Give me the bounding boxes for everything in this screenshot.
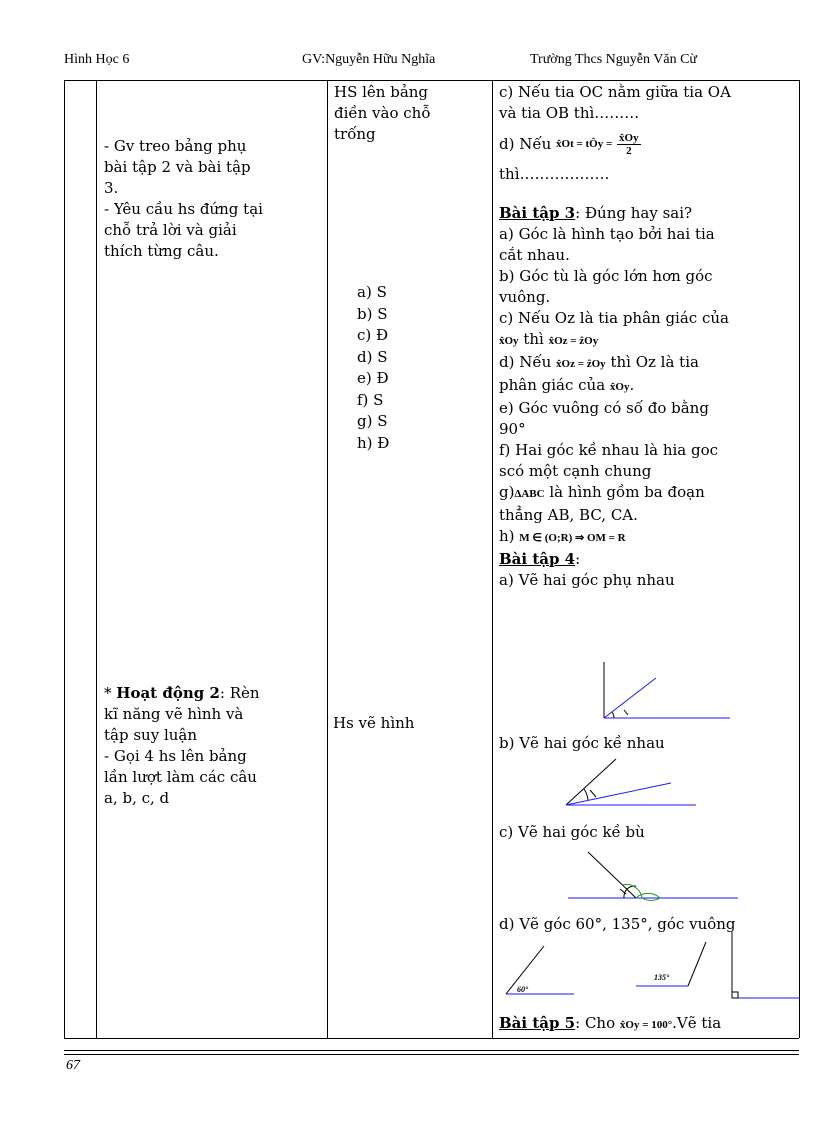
- exercise-3-title: Bài tập 3: [499, 204, 576, 222]
- student-instruction: HS lên bảng điền vào chỗ trống: [334, 83, 431, 143]
- table-divider-2: [327, 80, 328, 1038]
- exercise-5-title: Bài tập 5: [499, 1014, 576, 1032]
- table-border-left: [64, 80, 65, 1038]
- header-subject: Hình Học 6: [64, 52, 130, 67]
- exercise-4d-label: d) Vẽ góc 60°, 135°, góc vuông: [499, 915, 736, 933]
- content-exercise-2: c) Nếu tia OC nằm giữa tia OA và tia OB thì……… d) Nếu x̂Ot = tÔy = $\frac{x̂Oy}{2}$ thì………………: [499, 83, 731, 183]
- adjacent-angles-figure: [566, 757, 696, 807]
- answer-c: c) Đ: [357, 326, 389, 344]
- angle-60-figure: [506, 946, 576, 996]
- answer-d: d) S: [357, 347, 388, 366]
- activity-2-heading: Hoạt động 2: [116, 684, 220, 702]
- answer-h: h) Đ: [357, 433, 390, 452]
- footer-rule-1: [64, 1050, 799, 1051]
- answer-b: b) S: [357, 304, 388, 323]
- table-divider-1: [96, 80, 97, 1038]
- angle-60-label: 60°: [517, 985, 529, 994]
- footer-rule-2: [64, 1054, 799, 1055]
- right-angle-figure: [726, 932, 801, 1002]
- answer-e: e) Đ: [357, 369, 389, 387]
- angle-135-figure: [636, 938, 708, 988]
- student-answers: [357, 282, 389, 454]
- table-border-right: [799, 80, 800, 1038]
- header-teacher: GV:Nguyễn Hữu Nghĩa: [302, 52, 436, 67]
- table-divider-3: [492, 80, 493, 1038]
- answer-a: a) S: [357, 283, 387, 301]
- content-exercise-3: Bài tập 3: Đúng hay sai? a) Góc là hình tạo bởi hai tia cắt nhau. b) Góc tù là góc lớn hơn góc vuông. c) Nếu Oz là tia phân giác của x̂Oy thì x̂Oz = ẑOy d) Nếu x̂Oz = ẑOy thì Oz là tia phân giác của x̂Oy. e) Góc vuông có số đo bằng 90° f) Hai góc kề nhau là hia goc scó một cạnh chung g)ΔABC là hình gồm ba đoạn thẳng AB, BC, CA. h) M ∈ (O;R) ⇒ OM = R Bài tập 4: a) Vẽ hai góc phụ nhau: [499, 204, 729, 589]
- complementary-angles-figure: [600, 662, 730, 722]
- teacher-activity-1: - Gv treo bảng phụ bài tập 2 và bài tập 3. - Yêu cầu hs đứng tại chỗ trả lời và giải thích từng câu.: [104, 137, 263, 260]
- header-school: Trường Thcs Nguyễn Văn Cừ: [530, 52, 697, 67]
- answer-f: f) S: [357, 390, 384, 409]
- student-draw: Hs vẽ hình: [333, 714, 415, 732]
- exercise-5-line: Bài tập 5: Cho x̂Oy = 100°.Vẽ tia: [499, 1014, 722, 1032]
- answer-g: g) S: [357, 412, 388, 430]
- table-top-border: [64, 80, 799, 81]
- exercise-4-title: Bài tập 4: [499, 550, 576, 568]
- exercise-4c-label: c) Vẽ hai góc kề bù: [499, 823, 645, 841]
- teacher-activity-2: * Hoạt động 2: Rèn kĩ năng vẽ hình và tập suy luận - Gọi 4 hs lên bảng lần lượt làm các câu a, b, c, d: [104, 684, 260, 807]
- table-bottom-border: [64, 1038, 799, 1039]
- exercise-4b-label: b) Vẽ hai góc kề nhau: [499, 734, 665, 752]
- angle-135-label: 135°: [654, 973, 670, 982]
- page-number: 67: [66, 1058, 80, 1073]
- supplementary-angles-figure: [568, 848, 738, 903]
